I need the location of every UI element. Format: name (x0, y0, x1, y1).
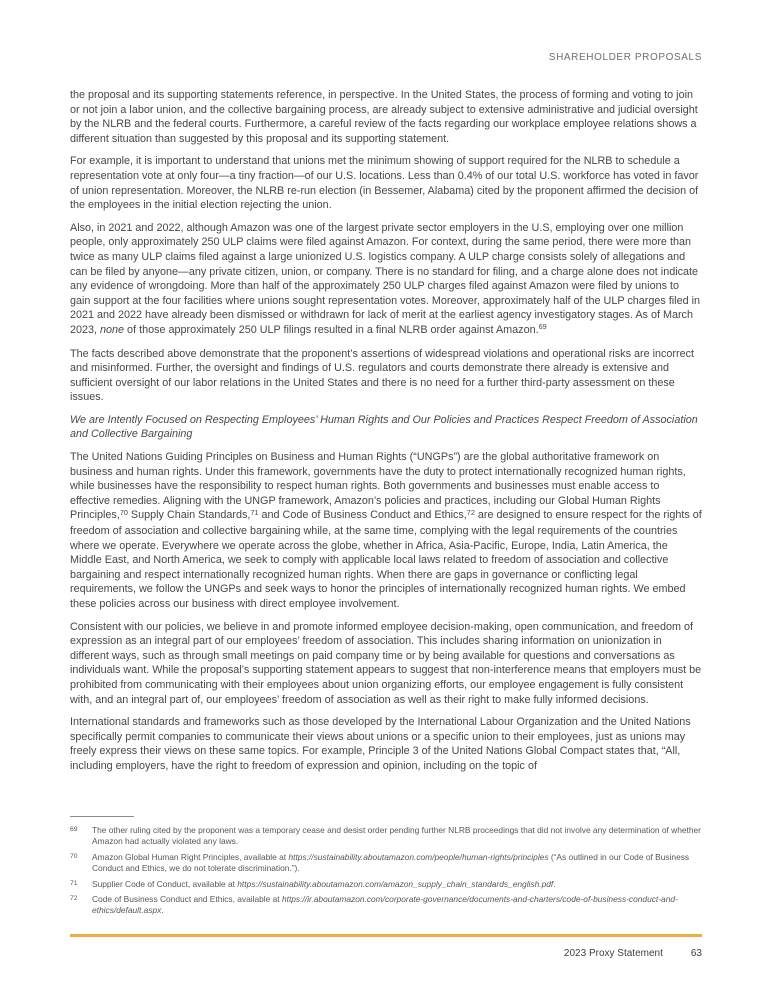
text-run: Consistent with our policies, we believe in and promote informed employee decision-making, open communication, and freedom of expression as an integral part of our employees’ freedom of association. This includes sharing information on unionization in different ways, such as through small meetings on paid company time or by being available for questions and conversations as individuals want. While the proposal’s supporting statement appears to suggest that non-interference means that employers must be prohibited from communicating with their employees about union organizing efforts, our employee engagement is fully consistent with, and an integral part of, our employees’ freedom of association as well as their right to make fully informed decisions. (70, 620, 702, 706)
footnote (70, 825, 702, 848)
paragraph (70, 715, 702, 773)
text-run: International standards and frameworks such as those developed by the International Labour Organization and the United Nations specifically permit companies to communicate their views about unions or a specific union to their employees, just as unions may freely express their views on these same topics. For example, Principle 3 of the United Nations Global Compact states that, “All, including employers, have the right to freedom of expression and opinion, including on the topic of (70, 716, 691, 772)
footnote-ref[interactable]: 71 (250, 507, 259, 517)
footnote (70, 852, 702, 875)
footnote-number: 72 (70, 895, 78, 903)
footer-label: 2023 Proxy Statement (563, 948, 663, 959)
footnote-text (92, 825, 702, 848)
text-run: The other ruling cited by the proponent was a temporary cease and desist order pending further NLRB proceedings that did not involve any determination of whether Amazon had actually violated any laws. (92, 825, 701, 847)
text-run: the proposal and its supporting statements reference, in perspective. In the United States, the process of forming and voting to join or not join a labor union, and the collective bargaining process, are already subject to extensive administrative and judicial oversight by the NLRB and the federal courts. Furthermore, a careful review of the facts regarding our workplace employee relations shows a different situation than suggested by this proposal and its supporting statement. (70, 89, 698, 145)
footnote (70, 879, 702, 890)
text-run: Amazon Global Human Right Principles, available at (92, 851, 289, 862)
section-subheading (70, 413, 702, 442)
footnote-separator (70, 816, 134, 817)
footnote-ref[interactable]: 72 (466, 507, 475, 517)
paragraph (70, 88, 702, 146)
paragraph (70, 450, 702, 612)
footnote-number: 69 (70, 826, 78, 833)
paragraph (70, 620, 702, 708)
footnote (70, 894, 702, 917)
url-link[interactable]: https://sustainability.aboutamazon.com/people/human-rights/principles (288, 851, 549, 862)
text-run: The United Nations Guiding Principles on Business and Human Rights (“UNGPs”) are the global authoritative framework on business and human rights. Under this framework, governments have the duty to protect internationally recognized human rights, while businesses have the responsibility to respect human rights. Both governments and businesses must enable access to effective remedies. Aligning with the UNGP framework, Amazon’s policies and practices, including our Global Human Rights Principles, (70, 451, 686, 522)
text-run: (“As outlined in our Code of Business Conduct and Ethics, we do not tolerate discrimination.”). (92, 851, 690, 874)
page-footer (564, 948, 702, 959)
text-run: . (161, 905, 164, 916)
footnote-ref[interactable]: 69 (538, 322, 547, 332)
page-content (70, 52, 702, 782)
text-run: We are Intently Focused on Respecting Employees’ Human Rights and Our Policies and Practices Respect Freedom of Association and Collective Bargaining (70, 413, 698, 441)
paragraph (70, 221, 702, 339)
url-link[interactable]: https://ir.aboutamazon.com/corporate-governance/documents-and-charters/code-of-business-conduct-and-ethics/default.aspx (92, 894, 678, 916)
text-run: . (553, 878, 556, 889)
text-run: Code of Business Conduct and Ethics, available at (92, 894, 282, 905)
text-run: For example, it is important to understand that unions met the minimum showing of support required for the NLRB to schedule a representation vote at only four—a tiny fraction—of our U.S. locations. Less than 0.4% of our total U.S. workforce has voted in favor of union representation. Moreover, the NLRB re-run election (in Bessemer, Alabama) cited by the proponent affirmed the decision of the employees in the initial election rejecting the union. (70, 155, 699, 212)
text-run: of those approximately 250 ULP filings resulted in a final NLRB order against Amazon. (124, 323, 539, 336)
text-run: Supplier Code of Conduct, available at (92, 878, 238, 889)
text-run: Supply Chain Standards, (127, 509, 251, 522)
page-number: 63 (690, 948, 702, 959)
footnote-text (92, 852, 702, 875)
running-head: SHAREHOLDER PROPOSALS (548, 52, 702, 63)
footnote-text (92, 879, 702, 890)
paragraph (70, 347, 702, 405)
paragraph (70, 154, 702, 212)
footer-accent-rule (70, 934, 702, 937)
text-run: and Code of Business Conduct and Ethics, (258, 509, 467, 522)
text-run: The facts described above demonstrate that the proponent’s assertions of widespread violations and operational risks are incorrect and misinformed. Further, the oversight and findings of U.S. regulators and courts demonstrate there already is extensive and sufficient oversight of our labor relations in the United States and there is no need for a further third-party assessment on these issues. (70, 347, 694, 404)
footnote-ref[interactable]: 70 (119, 507, 128, 517)
url-link[interactable]: https://sustainability.aboutamazon.com/amazon_supply_chain_standards_english.pdf (237, 878, 554, 889)
footnote-number: 70 (70, 852, 78, 860)
footnotes-section (70, 816, 702, 921)
footnote-text (92, 894, 702, 917)
text-run: none (100, 323, 125, 336)
footnote-number: 71 (70, 879, 78, 887)
text-run: are designed to ensure respect for the rights of freedom of association and collective bargaining while, at the same time, complying with the legal requirements of the countries where we operate. Everywhere we operate across the globe, whether in Africa, Asia-Pacific, Europe, India, Latin America, the Middle East, and North America, we seek to comply with applicable local laws related to freedom of association and collective bargaining and respect internationally recognized human rights. When there are gaps in governance or conflicting legal requirements, we follow the UNGPs and seek ways to honor the principles of internationally recognized human rights. We embed these policies across our business with direct employee involvement. (70, 509, 702, 610)
text-run: Also, in 2021 and 2022, although Amazon was one of the largest private sector employers in the U.S, employing over one million people, only approximately 250 ULP claims were filed against Amazon. For context, during the same period, there were more than twice as many ULP claims filed against a large unionized U.S. logistics company. A ULP charge consists solely of allegations and can be filed by anyone—any private citizen, union, or company. There is no standard for filing, and a charge alone does not indicate any evidence of wrongdoing. More than half of the approximately 250 ULP charges filed against Amazon were filed by unions to gain support at the four facilities where unions sought representation votes. Moreover, approximately half of the ULP charges filed in 2021 and 2022 have already been dismissed or withdrawn for lack of merit at the earliest agency investigatory stages. As of March 2023, (70, 221, 700, 336)
